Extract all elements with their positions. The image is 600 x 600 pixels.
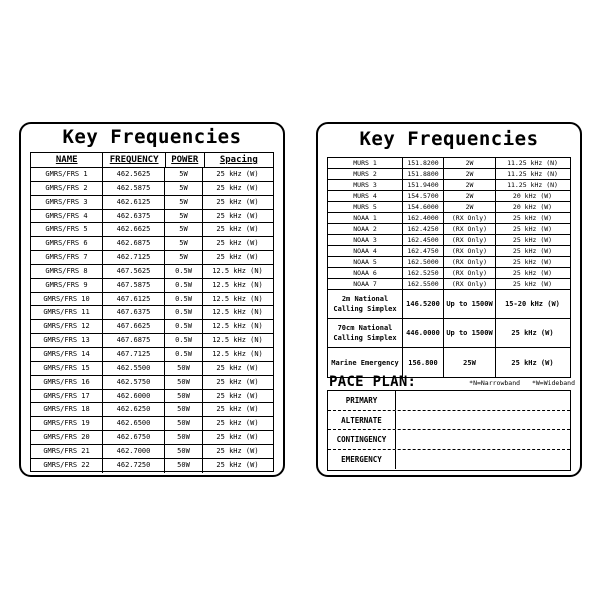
table-row <box>31 417 273 431</box>
channel-power: 50W <box>165 376 203 389</box>
channel-power: 5W <box>165 210 203 223</box>
channel-spacing: 25 kHz (W) <box>216 225 259 234</box>
table-row <box>31 390 273 404</box>
channel-name: NOAA 7 <box>328 279 403 289</box>
channel-spacing: 25 kHz (W) <box>216 405 259 414</box>
table-row <box>328 279 570 290</box>
channel-power: 50W <box>165 390 203 403</box>
channel-spacing: 11.25 kHz (N) <box>507 170 558 178</box>
channel-name: GMRS/FRS 9 <box>31 279 103 292</box>
channel-power: 0.5W <box>165 293 203 306</box>
channel-spacing: 25 kHz (W) <box>216 239 259 248</box>
table-row <box>328 191 570 202</box>
table-row <box>328 235 570 246</box>
channel-name <box>328 290 403 318</box>
channel-power: (RX Only) <box>444 213 496 223</box>
channel-frequency: 462.5500 <box>103 362 165 375</box>
channel-power: 0.5W <box>165 265 203 278</box>
channel-frequency: 162.5500 <box>403 279 444 289</box>
channel-name: GMRS/FRS 6 <box>31 237 103 250</box>
pace-row <box>328 430 570 450</box>
table-row <box>31 320 273 334</box>
channel-name: GMRS/FRS 18 <box>31 403 103 416</box>
channel-name: MURS 4 <box>328 191 403 201</box>
pace-row <box>328 411 570 431</box>
table-row <box>31 348 273 362</box>
pace-entry-field[interactable] <box>396 430 570 449</box>
table-row <box>31 334 273 348</box>
header-power: POWER <box>166 153 205 167</box>
channel-frequency: 467.6125 <box>103 293 165 306</box>
table-row <box>31 265 273 279</box>
channel-spacing: 25 kHz (W) <box>216 253 259 262</box>
channel-name: GMRS/FRS 12 <box>31 320 103 333</box>
channel-spacing: 12.5 kHz (N) <box>212 349 263 358</box>
pace-legend <box>461 378 575 388</box>
channel-power: 5W <box>165 223 203 236</box>
channel-power: 0.5W <box>165 279 203 292</box>
channel-name: NOAA 2 <box>328 224 403 234</box>
channel-power: 5W <box>165 251 203 264</box>
channel-frequency: 446.0000 <box>403 319 444 347</box>
channel-frequency: 462.7250 <box>103 459 165 473</box>
right-table-special-rows <box>328 290 570 377</box>
channel-name: NOAA 6 <box>328 268 403 278</box>
channel-name: GMRS/FRS 19 <box>31 417 103 430</box>
pace-plan-table <box>327 390 571 471</box>
table-row <box>31 445 273 459</box>
channel-frequency: 462.5875 <box>103 182 165 195</box>
table-row <box>31 210 273 224</box>
table-row <box>328 257 570 268</box>
channel-name: NOAA 4 <box>328 246 403 256</box>
channel-name: GMRS/FRS 2 <box>31 182 103 195</box>
channel-name-line2: Calling Simplex <box>333 305 397 313</box>
table-row <box>31 182 273 196</box>
table-row <box>31 168 273 182</box>
channel-name: MURS 2 <box>328 169 403 179</box>
gmrs-frs-table <box>30 152 274 472</box>
channel-name-line1: 70cm National <box>337 324 393 332</box>
channel-power: 50W <box>165 431 203 444</box>
channel-spacing: 25 kHz (W) <box>512 280 553 288</box>
channel-name <box>328 319 403 347</box>
left-card-title: Key Frequencies <box>62 126 242 148</box>
channel-power: Up to 1500W <box>444 290 496 318</box>
table-row <box>31 376 273 390</box>
channel-power: 5W <box>165 196 203 209</box>
pace-row <box>328 450 570 470</box>
channel-power: 0.5W <box>165 334 203 347</box>
table-row <box>328 202 570 213</box>
channel-frequency: 162.4500 <box>403 235 444 245</box>
channel-frequency: 462.6500 <box>103 417 165 430</box>
channel-name-line1: Marine Emergency <box>331 358 399 367</box>
channel-name: GMRS/FRS 5 <box>31 223 103 236</box>
table-row <box>328 213 570 224</box>
channel-frequency: 162.4250 <box>403 224 444 234</box>
pace-entry-field[interactable] <box>396 450 570 470</box>
channel-name-line1: 2m National <box>341 295 389 303</box>
channel-frequency: 462.6250 <box>103 403 165 416</box>
channel-frequency: 462.6625 <box>103 223 165 236</box>
table-row <box>31 459 273 473</box>
table-row <box>328 224 570 235</box>
channel-frequency: 467.7125 <box>103 348 165 361</box>
pace-label: PRIMARY <box>328 391 396 410</box>
channel-frequency: 462.6000 <box>103 390 165 403</box>
table-row <box>328 180 570 191</box>
channel-frequency: 151.8800 <box>403 169 444 179</box>
pace-row <box>328 391 570 411</box>
left-table-body <box>31 168 273 473</box>
channel-frequency: 462.6875 <box>103 237 165 250</box>
channel-power: (RX Only) <box>444 235 496 245</box>
channel-power: 2W <box>444 191 496 201</box>
channel-spacing: 25 kHz (W) <box>512 214 553 222</box>
header-spacing: Spacing <box>219 155 258 165</box>
channel-power: 5W <box>165 237 203 250</box>
channel-spacing: 25 kHz (W) <box>512 225 553 233</box>
table-row <box>31 306 273 320</box>
channel-name: MURS 1 <box>328 158 403 168</box>
channel-frequency: 462.6750 <box>103 431 165 444</box>
channel-name: GMRS/FRS 14 <box>31 348 103 361</box>
channel-frequency: 462.6125 <box>103 196 165 209</box>
table-row <box>31 403 273 417</box>
channel-frequency: 154.5700 <box>403 191 444 201</box>
channel-power: 50W <box>165 459 203 473</box>
channel-spacing: 15-20 kHz (W) <box>505 300 560 308</box>
channel-power: 2W <box>444 169 496 179</box>
header-name: NAME <box>31 153 103 167</box>
channel-power: 0.5W <box>165 320 203 333</box>
channel-frequency: 162.5250 <box>403 268 444 278</box>
channel-spacing: 12.5 kHz (N) <box>212 294 263 303</box>
channel-spacing: 11.25 kHz (N) <box>507 159 558 167</box>
table-row <box>328 348 570 377</box>
channel-name: GMRS/FRS 11 <box>31 306 103 319</box>
table-row <box>328 158 570 169</box>
channel-name: MURS 5 <box>328 202 403 212</box>
channel-spacing: 25 kHz (W) <box>216 460 259 469</box>
channel-frequency: 154.6000 <box>403 202 444 212</box>
channel-spacing: 25 kHz (W) <box>216 363 259 372</box>
channel-spacing: 25 kHz (W) <box>216 377 259 386</box>
channel-power: (RX Only) <box>444 224 496 234</box>
channel-frequency: 156.800 <box>403 348 444 377</box>
channel-spacing: 25 kHz (W) <box>511 358 554 367</box>
channel-spacing: 25 kHz (W) <box>216 391 259 400</box>
channel-power: (RX Only) <box>444 279 496 289</box>
header-frequency: FREQUENCY <box>103 153 165 167</box>
channel-name <box>328 348 403 377</box>
channel-power: (RX Only) <box>444 268 496 278</box>
channel-spacing: 25 kHz (W) <box>216 183 259 192</box>
pace-title: PACE PLAN: <box>329 374 417 390</box>
channel-frequency: 462.6375 <box>103 210 165 223</box>
channel-power: 2W <box>444 202 496 212</box>
channel-name: GMRS/FRS 21 <box>31 445 103 458</box>
legend-wideband: *W=Wideband <box>531 379 575 387</box>
channel-spacing: 25 kHz (W) <box>512 247 553 255</box>
table-row <box>328 319 570 348</box>
channel-name: MURS 3 <box>328 180 403 190</box>
channel-spacing: 25 kHz (W) <box>512 236 553 244</box>
channel-frequency: 162.4750 <box>403 246 444 256</box>
channel-power: 5W <box>165 182 203 195</box>
channel-power: 50W <box>165 362 203 375</box>
channel-frequency: 467.6375 <box>103 306 165 319</box>
pace-entry-field[interactable] <box>396 411 570 430</box>
channel-power: 50W <box>165 403 203 416</box>
table-row <box>31 431 273 445</box>
table-row <box>31 251 273 265</box>
channel-name: GMRS/FRS 13 <box>31 334 103 347</box>
channel-spacing: 12.5 kHz (N) <box>212 322 263 331</box>
right-frequency-card <box>316 122 582 477</box>
channel-frequency: 462.7000 <box>103 445 165 458</box>
channel-name: GMRS/FRS 17 <box>31 390 103 403</box>
channel-spacing: 25 kHz (W) <box>511 329 554 337</box>
channel-name: GMRS/FRS 10 <box>31 293 103 306</box>
table-row <box>31 237 273 251</box>
channel-name: GMRS/FRS 3 <box>31 196 103 209</box>
channel-frequency: 467.6875 <box>103 334 165 347</box>
channel-spacing: 25 kHz (W) <box>216 433 259 442</box>
channel-name-line2: Calling Simplex <box>333 334 397 342</box>
channel-power: 0.5W <box>165 348 203 361</box>
pace-header <box>329 374 575 390</box>
right-table-body <box>328 158 570 290</box>
channel-frequency: 162.4000 <box>403 213 444 223</box>
channel-spacing: 25 kHz (W) <box>216 197 259 206</box>
channel-spacing: 25 kHz (W) <box>216 419 259 428</box>
table-row <box>328 290 570 319</box>
channel-spacing: 12.5 kHz (N) <box>212 308 263 317</box>
channel-name: GMRS/FRS 16 <box>31 376 103 389</box>
channel-frequency: 462.5750 <box>103 376 165 389</box>
channel-power: 0.5W <box>165 306 203 319</box>
table-row <box>328 169 570 180</box>
legend-narrowband: *N=Narrowband <box>469 379 521 387</box>
channel-power: Up to 1500W <box>444 319 496 347</box>
channel-power: 50W <box>165 417 203 430</box>
channel-power: 2W <box>444 180 496 190</box>
channel-frequency: 151.8200 <box>403 158 444 168</box>
pace-entry-field[interactable] <box>396 391 570 410</box>
channel-spacing: 25 kHz (W) <box>216 446 259 455</box>
channel-spacing: 12.5 kHz (N) <box>212 280 263 289</box>
channel-frequency: 467.5875 <box>103 279 165 292</box>
right-card-title: Key Frequencies <box>359 128 539 150</box>
channel-spacing: 25 kHz (W) <box>512 269 553 277</box>
channel-spacing: 25 kHz (W) <box>512 258 553 266</box>
channel-spacing: 20 kHz (W) <box>512 203 553 211</box>
channel-name: GMRS/FRS 1 <box>31 168 103 181</box>
channel-spacing: 20 kHz (W) <box>512 192 553 200</box>
table-row <box>328 246 570 257</box>
channel-power: 5W <box>165 168 203 181</box>
channel-frequency: 462.7125 <box>103 251 165 264</box>
pace-label: EMERGENCY <box>328 450 396 470</box>
channel-frequency: 467.6625 <box>103 320 165 333</box>
channel-spacing: 11.25 kHz (N) <box>507 181 558 189</box>
channel-name: GMRS/FRS 22 <box>31 459 103 473</box>
channel-power: 50W <box>165 445 203 458</box>
channel-frequency: 462.5625 <box>103 168 165 181</box>
table-row <box>31 196 273 210</box>
channel-name: GMRS/FRS 15 <box>31 362 103 375</box>
murs-noaa-table <box>327 157 571 378</box>
table-row <box>31 293 273 307</box>
channel-name: GMRS/FRS 7 <box>31 251 103 264</box>
table-header <box>31 153 273 168</box>
channel-name: NOAA 1 <box>328 213 403 223</box>
channel-frequency: 146.5200 <box>403 290 444 318</box>
channel-name: GMRS/FRS 20 <box>31 431 103 444</box>
channel-name: NOAA 3 <box>328 235 403 245</box>
channel-spacing: 25 kHz (W) <box>216 170 259 178</box>
channel-spacing: 12.5 kHz (N) <box>212 266 263 275</box>
channel-frequency: 467.5625 <box>103 265 165 278</box>
channel-power: 2W <box>444 158 496 168</box>
channel-spacing: 12.5 kHz (N) <box>212 336 263 345</box>
pace-label: CONTINGENCY <box>328 430 396 449</box>
channel-power: (RX Only) <box>444 257 496 267</box>
channel-name: NOAA 5 <box>328 257 403 267</box>
pace-label: ALTERNATE <box>328 411 396 430</box>
channel-name: GMRS/FRS 8 <box>31 265 103 278</box>
channel-power: (RX Only) <box>444 246 496 256</box>
table-row <box>31 279 273 293</box>
channel-frequency: 151.9400 <box>403 180 444 190</box>
table-row <box>31 223 273 237</box>
table-row <box>328 268 570 279</box>
channel-spacing: 25 kHz (W) <box>216 211 259 220</box>
channel-name: GMRS/FRS 4 <box>31 210 103 223</box>
channel-frequency: 162.5000 <box>403 257 444 267</box>
table-row <box>31 362 273 376</box>
left-frequency-card <box>19 122 285 477</box>
channel-power: 25W <box>444 348 496 377</box>
